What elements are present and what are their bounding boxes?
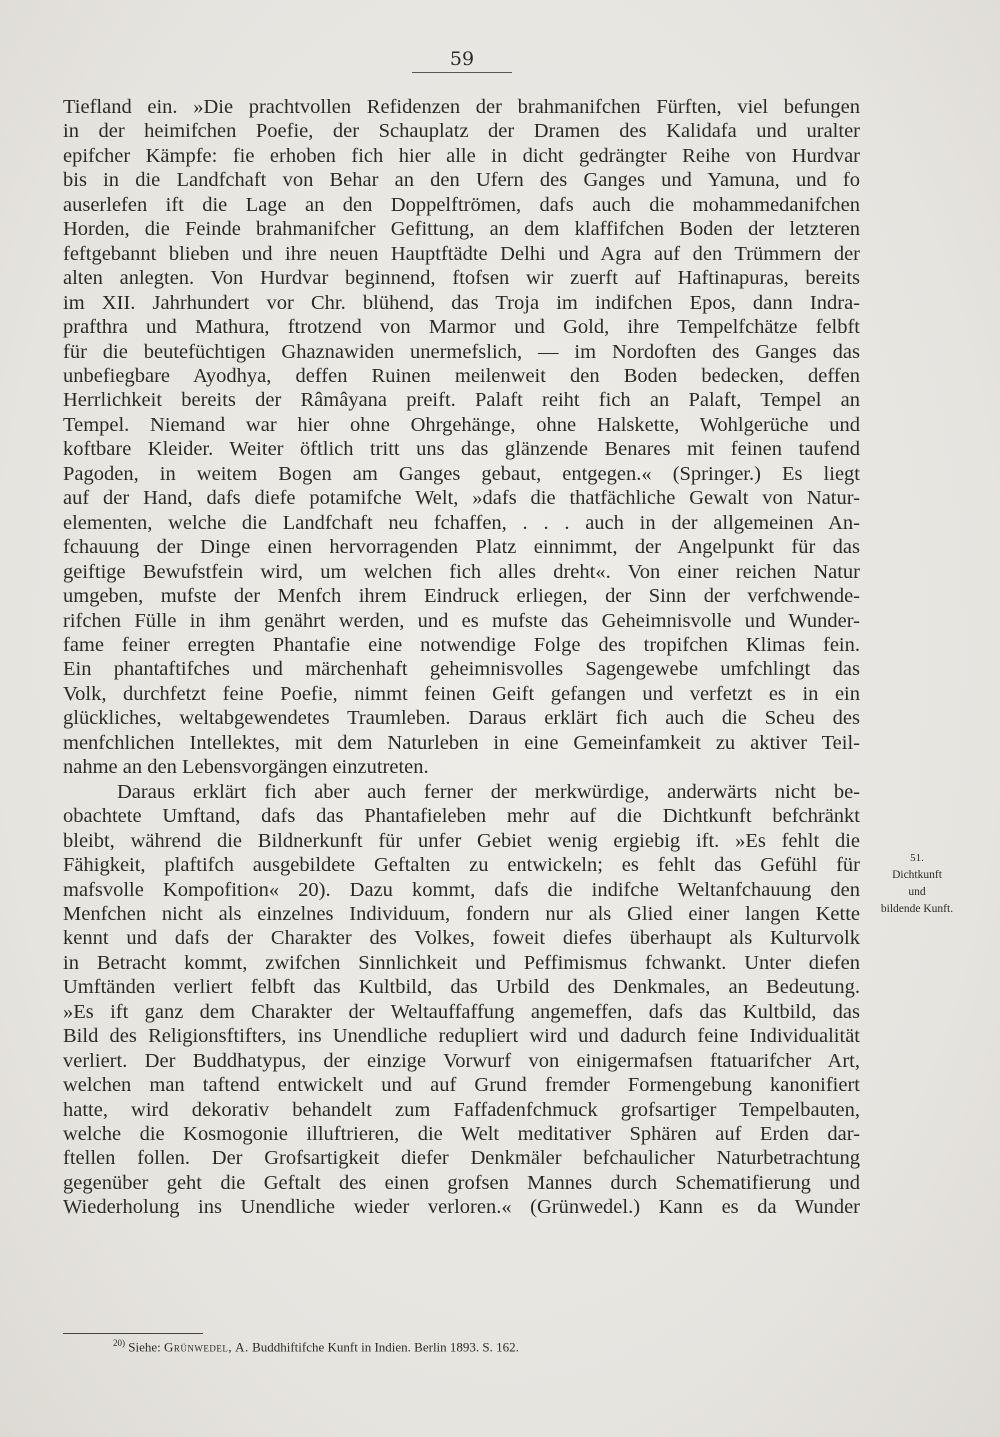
text-line: welchen man taftend entwickelt und auf Grund fremder Formengebung kanonifiert (63, 1074, 860, 1097)
text-line: Horden, die Feinde brahmanifcher Gefittung, an dem klaffifchen Boden der letzteren (63, 218, 860, 241)
text-line: für die beutefüchtigen Ghaznawiden unermefslich, — im Nordoften des Ganges das (63, 340, 860, 363)
text-line: in der heimifchen Poefie, der Schauplatz der Dramen des Kalidafa und uralter (63, 120, 860, 143)
text-line: unbefiegbare Ayodhya, deffen Ruinen meilenweit den Boden bedecken, deffen (63, 364, 860, 387)
text-line: Herrlichkeit bereits der Râmâyana preift. Palaft reiht fich an Palaft, Tempel an (63, 389, 860, 412)
text-line: bis in die Landfchaft von Behar an den Ufern des Ganges und Yamuna, und fo (63, 169, 860, 192)
text-line: Tiefland ein. »Die prachtvollen Refidenzen der brahmanifchen Fürften, viel befungen (63, 96, 860, 118)
marginal-note-line: Dichtkunft (892, 869, 942, 881)
text-line: Fähigkeit, plaftifch ausgebildete Geftalten zu entwickeln; es fehlt das Gefühl für (63, 854, 860, 877)
text-line: obachtete Umftand, dafs das Phantafieleben mehr auf die Dichtkunft befchränkt (63, 805, 860, 828)
footnote (113, 1338, 519, 1355)
text-line: »Es ift ganz dem Charakter der Weltauffaffung angemeffen, dafs das Kultbild, das (63, 1000, 860, 1023)
footnote-author: Grünwedel, A. (164, 1339, 249, 1355)
marginal-note-line: und (908, 886, 926, 898)
text-line: elementen, welche die Landfchaft neu fchaffen, . . . auch in der allgemeinen An- (63, 511, 860, 534)
text-line: Wiederholung ins Unendliche wieder verloren.« (Grünwedel.) Kann es da Wunder (63, 1196, 860, 1219)
text-line: auf der Hand, dafs diefe potamifche Welt, »dafs die thatfächliche Gewalt von Natur- (63, 487, 860, 510)
footnote-title: Buddhiftifche Kunft in Indien. (252, 1339, 411, 1355)
text-line: nahme an den Lebensvorgängen einzutreten. (63, 756, 429, 779)
text-line: Ein phantaftifches und märchenhaft geheimnisvolles Sagengewebe umfchlingt das (63, 658, 860, 681)
text-line: kennt und dafs der Charakter des Volkes, foweit diefes überhaupt als Kulturvolk (63, 927, 860, 950)
marginal-note-line: bildende Kunft. (880, 903, 954, 915)
text-line: fchauung der Dinge einen hervorragenden Platz einnimmt, der Angelpunkt für das (63, 536, 860, 559)
footnote-rule (63, 1333, 203, 1334)
text-line: geiftige Bewufstfein wird, um welchen fich alles dreht«. Von einer reichen Natur (63, 560, 860, 583)
text-line: prafthra und Mathura, ftrotzend von Marmor und Gold, ihre Tempelfchätze felbft (63, 316, 860, 339)
text-line: mafsvolle Kompofition« 20). Dazu kommt, dafs die indifche Weltanfchauung den (63, 878, 860, 901)
text-line: feftgebannt blieben und ihre neuen Hauptftädte Delhi und Agra auf den Trümmern der (63, 242, 860, 265)
marginal-note-number: 51. (910, 852, 924, 864)
marginal-note (872, 850, 962, 918)
text-line: alten anlegten. Von Hurdvar beginnend, ftofsen wir zuerft auf Haftinapuras, bereits (63, 267, 860, 290)
text-line: rifchen Fülle in ihm genährt werden, und es mufste das Geheimnisvolle und Wunder- (63, 609, 860, 632)
text-line: welche die Kosmogonie illuftrieren, die Welt meditativer Sphären auf Erden dar- (63, 1123, 860, 1146)
text-line: hatte, wird dekorativ behandelt zum Faffadenfchmuck grofsartiger Tempelbauten, (63, 1098, 860, 1121)
text-line: fame feiner erregten Phantafie eine notwendige Folge des tropifchen Klimas fein. (63, 633, 860, 656)
text-line: Menfchen nicht als einzelnes Individuum, fondern nur als Glied einer langen Kette (63, 902, 860, 925)
text-line: verliert. Der Buddhatypus, der einzige Vorwurf von einigermafsen ftatuarifcher Art, (63, 1049, 860, 1072)
text-line: Umftänden verliert felbft das Kultbild, das Urbild des Denkmales, an Bedeutung. (63, 976, 860, 999)
text-line: umgeben, mufste der Menfch ihrem Eindruck erliegen, der Sinn der verfchwende- (63, 585, 860, 608)
text-line: gegenüber geht die Geftalt des einen grofsen Mannes durch Schematifierung und (63, 1171, 860, 1194)
footnote-page-ref: S. 162. (482, 1339, 519, 1355)
text-line: koftbare Kleider. Weiter öftlich tritt uns das glänzende Benares mit feinen taufend (63, 438, 860, 461)
text-line: bleibt, während die Bildnerkunft für unfer Gebiet wenig ergiebig ift. »Es fehlt die (63, 829, 860, 852)
text-line: Pagoden, in weitem Bogen am Ganges gebaut, entgegen.« (Springer.) Es liegt (63, 462, 860, 485)
text-line: im XII. Jahrhundert vor Chr. blühend, das Troja im indifchen Epos, dann Indra- (63, 291, 860, 314)
text-line: ftellen follen. Der Grofsartigkeit diefer Denkmäler befchaulicher Naturbetrachtung (63, 1147, 860, 1170)
text-line: Bild des Religionsftifters, ins Unendliche redupliert wird und dadurch feine Individualität (63, 1025, 860, 1048)
footnote-place-year: Berlin 1893. (414, 1339, 480, 1355)
text-line: Daraus erklärt fich aber auch ferner der merkwürdige, anderwärts nicht be- (117, 780, 860, 803)
page-number-rule (412, 72, 512, 73)
text-line: glückliches, weltabgewendetes Traumleben. Daraus erklärt fich auch die Scheu des (63, 707, 860, 730)
text-line: auserlefen ift die Lage an den Doppelftrömen, dafs auch die mohammedanifchen (63, 193, 860, 216)
text-line: Volk, durchfetzt feine Poefie, nimmt feinen Geift gefangen und verfetzt es in ein (63, 682, 860, 705)
footnote-lead: Siehe: (128, 1339, 161, 1355)
text-line: menfchlichen Intellektes, mit dem Naturleben in eine Gemeinfamkeit zu aktiver Teil- (63, 731, 860, 754)
body-text (63, 95, 860, 1220)
text-line: Tempel. Niemand war hier ohne Ohrgehänge, ohne Halskette, Wohlgerüche und (63, 413, 860, 436)
text-line: in Betracht kommt, zwifchen Sinnlichkeit und Peffimismus fchwankt. Unter diefen (63, 951, 860, 974)
footnote-marker: 20) (113, 1338, 125, 1348)
page-number: 59 (449, 48, 475, 70)
text-line: epifcher Kämpfe: fie erhoben fich hier alle in dicht gedrängter Reihe von Hurdvar (63, 144, 860, 167)
